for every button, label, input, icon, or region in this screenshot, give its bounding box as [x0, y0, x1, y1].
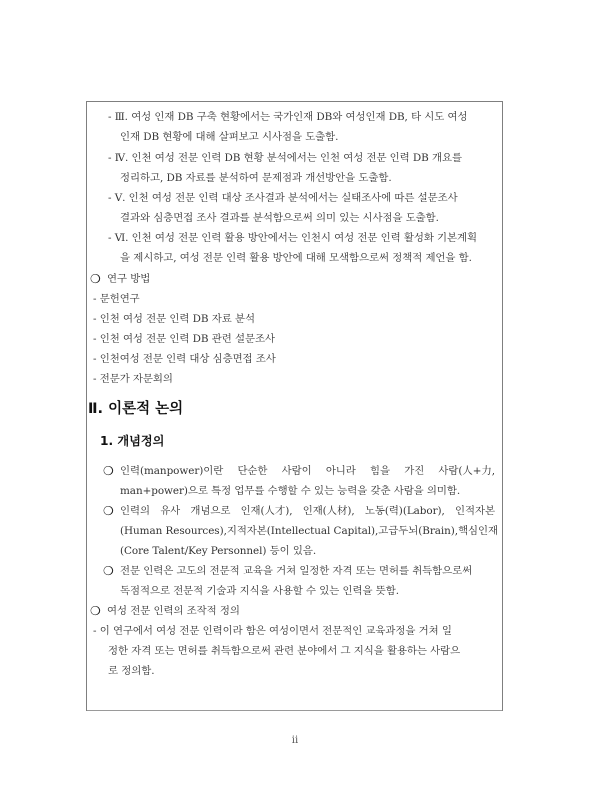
def2-line-1 — [120, 504, 495, 518]
bullet-icon: ❍ — [90, 272, 101, 286]
word: 인재(人才), — [240, 505, 293, 517]
bullet-icon: ❍ — [103, 504, 114, 518]
def3-line-1: 전문 인력은 고도의 전문적 교육을 거쳐 일정한 자격 또는 면허를 취득함으로써 — [120, 565, 473, 577]
word: 가진 — [404, 465, 425, 477]
methods-item: - 전문가 자문회의 — [93, 373, 173, 385]
subsection-heading: 1. 개념정의 — [100, 434, 165, 448]
def2-line-3: (Core Talent/Key Personnel) 등이 있음. — [120, 545, 317, 557]
page-number: ii — [291, 735, 299, 746]
bullet-icon: ❍ — [103, 464, 114, 478]
methods-title: 연구 방법 — [107, 273, 151, 285]
word: 힘을 — [370, 465, 390, 477]
word: 개념으로 — [190, 505, 231, 517]
word: 단순한 — [237, 465, 268, 477]
intro-item-3-line-2: 인재 DB 현황에 대해 살펴보고 시사점을 도출함. — [120, 131, 339, 143]
word: 유사 — [160, 505, 181, 517]
word: 지적자본(Intellectual Capital), — [226, 525, 379, 537]
def1-line-2: man+power)으로 특정 업무를 수행할 수 있는 능력을 갖춘 사람을 의미함. — [120, 485, 461, 497]
def3-line-2: 독점적으로 전문적 기술과 지식을 사용할 수 있는 인력을 뜻함. — [120, 585, 399, 597]
def4-line-2: 정한 자격 또는 면허를 취득함으로써 관련 분야에서 그 지식을 활용하는 사람으 — [108, 645, 461, 657]
def4-title: 여성 전문 인력의 조작적 정의 — [107, 605, 240, 617]
intro-item-5-line-2: 결과와 심층면접 조사 결과를 분석함으로써 의미 있는 시사점을 도출함. — [120, 212, 439, 224]
def1-line-1 — [120, 464, 495, 478]
bullet-icon: ❍ — [90, 604, 101, 618]
word: 핵심인재 — [458, 525, 499, 537]
intro-item-6-line-1: - Ⅵ. 인천 여성 전문 인력 활용 방안에서는 인천시 여성 전문 인력 활성화 기본계획 — [108, 232, 478, 244]
word: 아니라 — [325, 465, 356, 477]
intro-item-6-line-2: 을 제시하고, 여성 전문 인력 활용 방안에 대해 모색함으로써 정책적 제언을 함. — [120, 252, 472, 264]
methods-item: - 인천 여성 전문 인력 DB 관련 설문조사 — [93, 333, 275, 345]
intro-item-5-line-1: - Ⅴ. 인천 여성 전문 인력 대상 조사결과 분석에서는 실태조사에 따른 설문조사 — [108, 192, 458, 204]
bullet-icon: ❍ — [103, 564, 114, 578]
word: 사람(人+力, — [438, 465, 495, 477]
methods-item: - 인천 여성 전문 인력 DB 자료 분석 — [93, 313, 255, 325]
intro-item-4-line-1: - Ⅳ. 인천 여성 전문 인력 DB 현황 분석에서는 인천 여성 전문 인력 DB 개요를 — [108, 152, 462, 164]
def4-line-3: 로 정의함. — [108, 665, 155, 677]
def4-line-1: - 이 연구에서 여성 전문 인력이라 함은 여성이면서 전문적인 교육과정을 거쳐 일 — [93, 625, 452, 637]
methods-item: - 문헌연구 — [93, 293, 140, 305]
word: 인력의 — [120, 505, 150, 517]
section-heading: Ⅱ. 이론적 논의 — [88, 401, 184, 417]
word: 노동(력)(Labor), — [364, 505, 445, 517]
word: 인력(manpower)이란 — [120, 465, 224, 477]
intro-item-3-line-1: - Ⅲ. 여성 인재 DB 구축 현황에서는 국가인재 DB와 여성인재 DB, 타 시도 여성 — [108, 111, 468, 123]
word: 고급두뇌(Brain), — [378, 525, 459, 537]
word: 인적자본 — [455, 505, 495, 517]
word: 사람이 — [281, 465, 312, 477]
word: 인재(人材), — [302, 505, 355, 517]
intro-item-4-line-2: 정리하고, DB 자료를 분석하여 문제점과 개선방안을 도출함. — [120, 172, 392, 184]
def2-line-2 — [120, 524, 499, 538]
word: (Human Resources), — [120, 525, 227, 537]
methods-item: - 인천여성 전문 인력 대상 심층면접 조사 — [93, 353, 276, 365]
